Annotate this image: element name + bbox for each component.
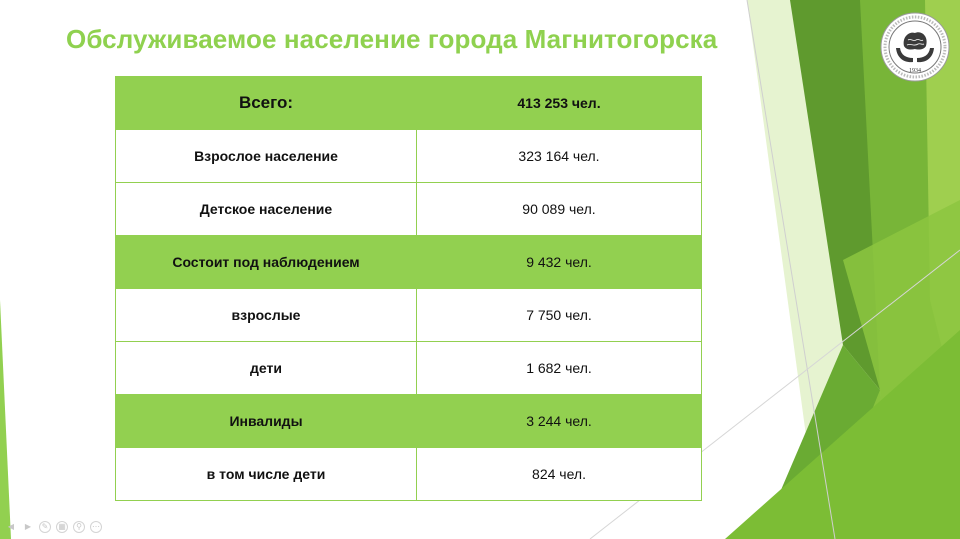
- table-row-observed-children: [116, 342, 702, 395]
- row-value: 90 089 чел.: [417, 183, 702, 236]
- row-value: 9 432 чел.: [417, 236, 702, 289]
- presenter-controls: [5, 519, 102, 535]
- table-row-disabled: [116, 395, 702, 448]
- row-label: Взрослое население: [116, 130, 417, 183]
- table-row-adults: [116, 130, 702, 183]
- row-label: в том числе дети: [116, 448, 417, 501]
- brain-in-hands-seal-icon: [880, 12, 950, 82]
- row-value: 824 чел.: [417, 448, 702, 501]
- row-label: Детское население: [116, 183, 417, 236]
- row-value: 3 244 чел.: [417, 395, 702, 448]
- table-row-observed-adults: [116, 289, 702, 342]
- more-options-icon[interactable]: ⋯: [92, 522, 100, 531]
- zoom-icon[interactable]: ⚲: [73, 521, 85, 533]
- row-label: взрослые: [116, 289, 417, 342]
- slides-overview-icon[interactable]: ▦: [56, 521, 68, 533]
- left-edge-stripe: [0, 300, 11, 539]
- row-label: Состоит под наблюдением: [116, 236, 417, 289]
- logo-year: 1934: [909, 68, 921, 74]
- next-slide-icon[interactable]: ▶: [24, 522, 32, 531]
- row-label: дети: [116, 342, 417, 395]
- table-row-total: [116, 77, 702, 130]
- row-label: Всего:: [116, 77, 417, 130]
- row-value: 323 164 чел.: [417, 130, 702, 183]
- slide-title: Обслуживаемое население города Магнитогорска: [66, 24, 718, 54]
- row-label: Инвалиды: [116, 395, 417, 448]
- pen-icon[interactable]: ✎: [39, 521, 51, 533]
- row-value: 413 253 чел.: [417, 77, 702, 130]
- population-table: [115, 76, 702, 501]
- previous-slide-icon[interactable]: ◀: [7, 522, 15, 531]
- row-value: 1 682 чел.: [417, 342, 702, 395]
- table-row-observed: [116, 236, 702, 289]
- row-value: 7 750 чел.: [417, 289, 702, 342]
- table-row-children: [116, 183, 702, 236]
- table-row-disabled-children: [116, 448, 702, 501]
